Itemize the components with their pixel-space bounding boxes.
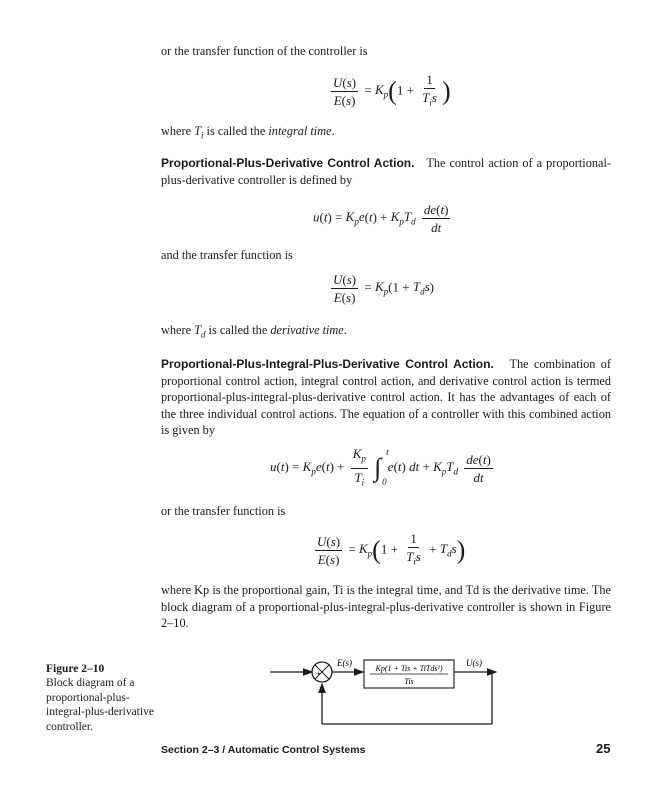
page-number: 25 [596,741,611,756]
paragraph-pid [161,356,611,439]
paragraph-derivative-time: where $T_d$ is called the derivative time. [161,323,347,340]
paragraph-integral-time: where $T_i$ is called the integral time. [161,124,335,141]
footer-section: Section 2–3 / Automatic Control Systems [161,744,366,756]
sign-plus: + [316,669,321,678]
heading-pid: Proportional-Plus-Integral-Plus-Derivative Control Action. [161,357,494,371]
figure-caption [46,662,156,734]
derivative-time-prefix: where [161,323,195,337]
equation-pi-transfer: $\frac{U(s)}{E(s)}$ = $K_p(1$ + $\frac{1}{T_is}$ ) [333,72,451,108]
derivative-time-period: . [343,323,347,337]
paragraph-pd-text: The control action of a proportional-plus-derivative controller is defined by [161,156,611,187]
equation-pid-transfer: $\frac{U(s)}{E(s)}$ = $K_p(1$ + $\frac{1}{T_is}$ + $T_ds$) [317,531,466,567]
integral-time-prefix: where [161,124,195,138]
integral-time-term: integral time [268,124,332,138]
block-denominator: Tis [404,677,414,686]
paragraph-pid-gains [161,582,611,632]
heading-pd: Proportional-Plus-Derivative Control Action. [161,156,415,170]
figure-caption-text: Block diagram of a proportional-plus-integral-plus-derivative controller. [46,677,154,733]
paragraph-pd-transfer-intro [161,247,611,264]
paragraph-pid-transfer-intro [161,503,611,520]
paragraph-pid-transfer-text: or the transfer function is [161,504,286,518]
block-diagram [270,650,500,730]
integral-time-mid: is called the [203,124,269,138]
paragraph-intro-text: or the transfer function of the controller is [161,44,368,58]
derivative-time-term: derivative time [270,323,344,337]
equation-pid-time: $u(t) = K_pe(t)$ + $\frac{K_p}{T_i}$ ∫ t 0 e(t) dt + $K_pT_d$ $\frac{de(t)}{dt}$ [270,446,491,488]
paragraph-pd-transfer-text: and the transfer function is [161,248,293,262]
integral-time-period: . [331,124,335,138]
sign-minus: − [319,683,324,692]
output-label: U(s) [466,658,482,668]
equation-pd-time: $u(t) = K_pe(t) + K_pT_d$ $\frac{de(t)}{dt}$ [313,202,449,235]
error-label: E(s) [337,658,352,668]
paragraph-pid-gains-text: where Kp is the proportional gain, Ti is the integral time, and Td is the derivative time. The block diagram of a proportional-plus-integral-plus-derivative controller is shown in Figure 2–10. [161,583,611,630]
block-numerator: Kp(1 + Tis + TiTds²) [375,664,443,673]
paragraph-pid-text: The combination of proportional control action, integral control action, and derivative control action is termed proportional-plus-integral-plus-derivative control action. It has the advantages of each of the three individual control actions. The equation of a controller with this combined action is given by [161,357,611,437]
derivative-time-mid: is called the [205,323,271,337]
equation-pd-transfer: $\frac{U(s)}{E(s)}$ = $K_p(1 + T_ds)$ [333,272,434,305]
figure-label: Figure 2–10 [46,663,105,675]
paragraph-intro [161,43,611,60]
paragraph-pd [161,155,611,188]
